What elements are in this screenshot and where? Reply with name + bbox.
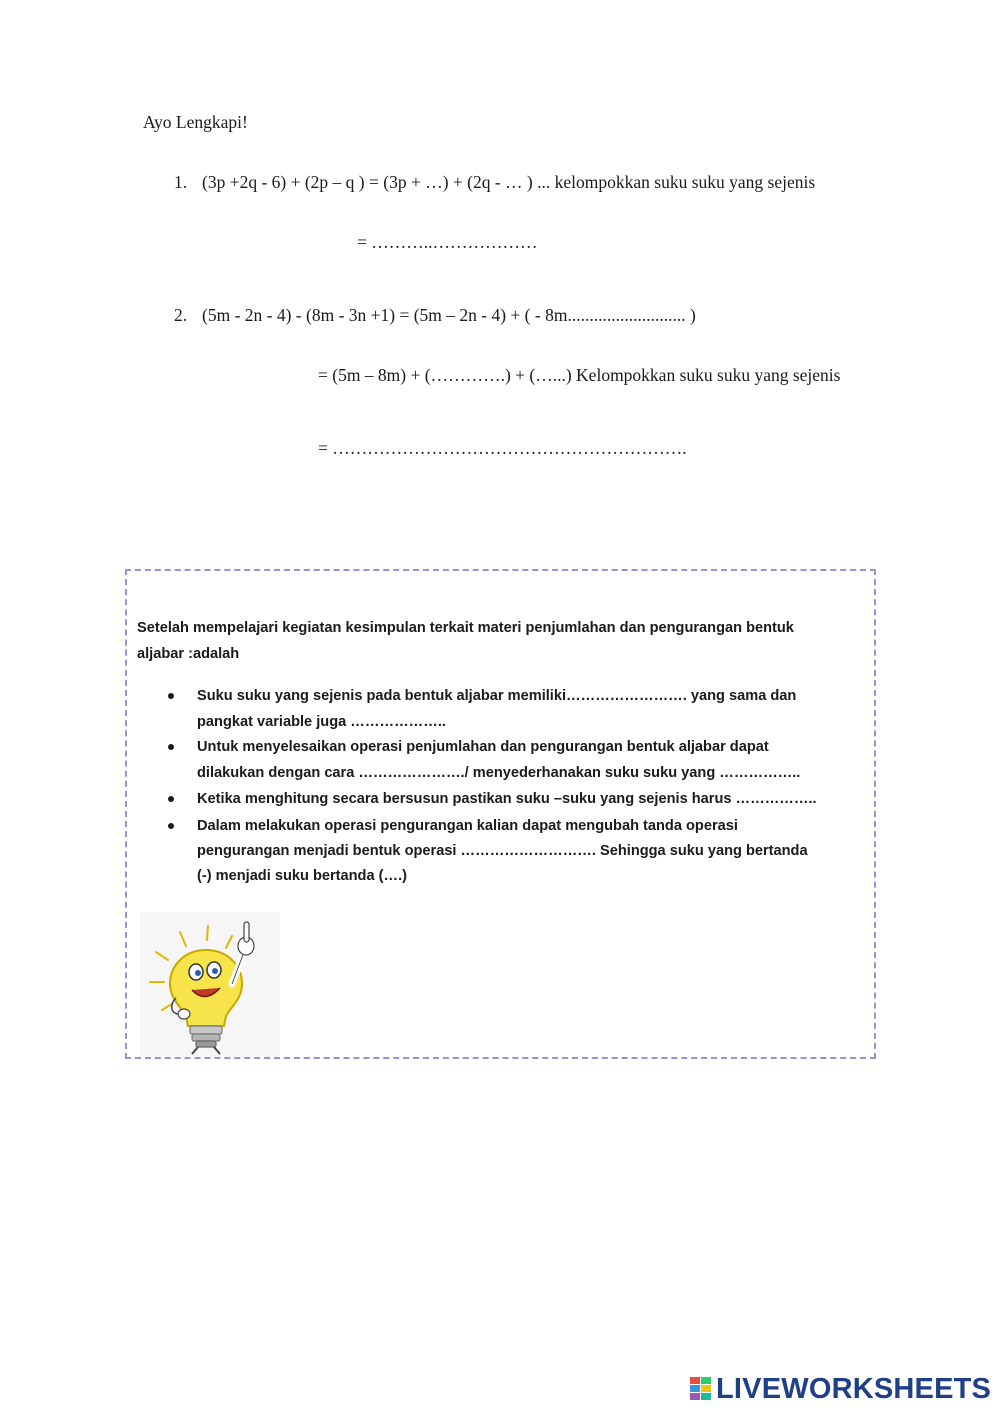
- summary-bullet-2-line-1: Untuk menyelesaikan operasi penjumlahan dan pengurangan bentuk aljabar dapat: [197, 739, 769, 755]
- problem-1-line-2: = ………..………………: [357, 232, 538, 252]
- summary-bullet-1-line-2: pangkat variable juga ………………..: [197, 714, 446, 730]
- summary-bullet-3-line-1: Ketika menghitung secara bersusun pastikan suku –suku yang sejenis harus ……………..: [197, 791, 817, 807]
- summary-bullet-4-line-1: Dalam melakukan operasi pengurangan kalian dapat mengubah tanda operasi: [197, 818, 738, 834]
- problem-1-number: 1.: [174, 172, 188, 192]
- page-heading: Ayo Lengkapi!: [143, 112, 248, 132]
- summary-intro-line-1: Setelah mempelajari kegiatan kesimpulan terkait materi penjumlahan dan pengurangan bentuk: [137, 620, 794, 636]
- logo-text: LIVEWORKSHEETS: [716, 1372, 992, 1405]
- summary-bullet-2-line-2: dilakukan dengan cara …………………./ menyederhanakan suku suku yang ……………..: [197, 765, 801, 781]
- problem-2-line-1: (5m - 2n - 4) - (8m - 3n +1) = (5m – 2n - 4) + ( - 8m........................... ): [202, 305, 696, 325]
- summary-bullet-4-line-2: pengurangan menjadi bentuk operasi ………………………. Sehingga suku yang bertanda: [197, 843, 808, 859]
- bullet-dot: [168, 693, 174, 699]
- lightbulb-mascot-icon: [140, 912, 280, 1057]
- summary-bullet-4-line-3: (-) menjadi suku bertanda (….): [197, 868, 408, 884]
- bullet-dot: [168, 744, 174, 750]
- problem-2-line-3: = …………………………………………………….: [318, 438, 687, 458]
- bullet-dot: [168, 796, 174, 802]
- problem-2-number: 2.: [174, 305, 188, 325]
- problem-2-line-2: = (5m – 8m) + (………….) + (…...) Kelompokkan suku suku yang sejenis: [318, 365, 841, 385]
- summary-intro-line-2: aljabar :adalah: [137, 646, 240, 662]
- summary-bullet-1-line-1: Suku suku yang sejenis pada bentuk aljabar memiliki……………………. yang sama dan: [197, 688, 797, 704]
- bullet-dot: [168, 823, 174, 829]
- problem-1-line-1: (3p +2q - 6) + (2p – q ) = (3p + …) + (2q - … ) ... kelompokkan suku suku yang sejenis: [202, 172, 816, 192]
- logo-blocks-icon: [690, 1377, 712, 1401]
- liveworksheets-logo[interactable]: [690, 1372, 991, 1406]
